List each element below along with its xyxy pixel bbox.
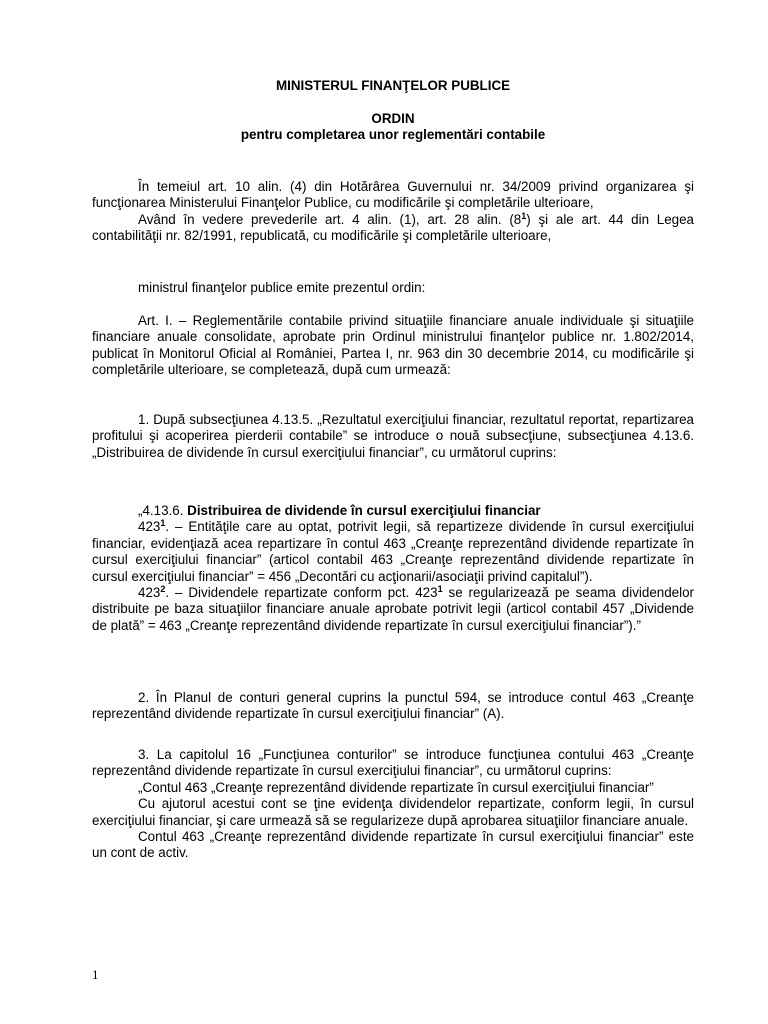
point-2-paragraph: 2. În Planul de conturi general cuprins la punctul 594, se introduce contul 463 „Creanţe reprezentând dividende repartizate în cursul exerciţiului financiar” (A). xyxy=(92,690,694,722)
point-3 xyxy=(92,747,694,862)
superscript: 1 xyxy=(160,518,166,529)
point-number: 423 xyxy=(138,585,161,601)
subsection-title: Distribuirea de dividende în cursul exerciţiului financiar xyxy=(187,503,541,518)
article-1 xyxy=(92,313,694,379)
document-type-heading: ORDIN xyxy=(371,111,415,126)
point-3-intro: 3. La capitolul 16 „Funcţiunea conturilor” se introduce funcţiunea contului 463 „Creanţe reprezentând dividende repartizate în cursul exerciţiului financiar”, cu următorul cuprins: xyxy=(92,747,694,779)
point-2 xyxy=(92,690,694,723)
preamble-paragraph-2-text-b: ) şi ale art. 44 din Legea contabilităţii nr. 82/1991, republicată, cu modificările şi completările ulterioare, xyxy=(92,211,694,244)
superscript: 1 xyxy=(521,210,527,221)
preamble-paragraph-2 xyxy=(92,212,694,245)
point-3-paragraph-b: Contul 463 „Creanţe reprezentând dividende repartizate în cursul exerciţiului financiar” este un cont de activ. xyxy=(92,829,694,861)
preamble-closing xyxy=(92,280,694,296)
ministry-heading: MINISTERUL FINANŢELOR PUBLICE xyxy=(275,78,511,93)
article-1-paragraph: Art. I. – Reglementările contabile privind situaţiile financiare anuale individuale şi situaţiile financiare anuale consolidate, aprobate prin Ordinul ministrului finanţelor publice nr. 1.802/2014, publicat în Monitorul Oficial al României, Partea I, nr. 963 din 30 decembrie 2014, cu modificările şi completările ulterioare, se completează, după cum urmează: xyxy=(92,313,694,378)
point-text-a: . – Dividendele repartizate conform pct. 423 xyxy=(165,585,438,601)
page-number: 1 xyxy=(92,967,99,982)
point-423-2 xyxy=(92,585,694,634)
point-number: 423 xyxy=(138,519,161,535)
point-3-paragraph-a: Cu ajutorul acestui cont se ţine evidenţa dividendelor repartizate, conform legii, în cursul exerciţiului financiar, şi care urmează să se regularizeze după aprobarea situaţiilor financiare anuale. xyxy=(92,796,694,828)
document-subtitle: pentru completarea unor reglementări contabile xyxy=(240,127,546,142)
subsection-number: „4.13.6. xyxy=(138,503,184,518)
subsection-heading xyxy=(92,503,694,519)
preamble xyxy=(92,179,694,245)
superscript: 2 xyxy=(160,584,166,595)
preamble-paragraph-1: În temeiul art. 10 alin. (4) din Hotărârea Guvernului nr. 34/2009 privind organizarea şi funcţionarea Ministerului Finanţelor Publice, cu modificările şi completările ulterioare, xyxy=(92,179,694,211)
point-423-1 xyxy=(92,519,694,585)
preamble-paragraph-2-text-a: Având în vedere prevederile art. 4 alin. (1), art. 28 alin. (8 xyxy=(138,211,522,227)
point-text-b: se regularizează pe seama dividendelor distribuite pe baza situaţiilor financiare anuale aprobate potrivit legii (articol contabil 457 „Dividende de plată” = 463 „Creanţe reprezentând dividende repartizate în cursul exerciţiului financiar”).” xyxy=(92,585,694,633)
point-1-paragraph: 1. După subsecţiunea 4.13.5. „Rezultatul exerciţiului financiar, rezultatul reportat, repartizarea profitului şi acoperirea pierderii contabile” se introduce o nouă subsecţiune, subsecţiunea 4.13.6. „Distribuirea de dividende în cursul exerciţiului financiar”, cu următorul cuprins: xyxy=(92,412,694,460)
preamble-paragraph-3: ministrul finanţelor publice emite prezentul ordin: xyxy=(138,280,426,295)
point-3-quote: „Contul 463 „Creanţe reprezentând dividende repartizate în cursul exerciţiului financiar” xyxy=(138,779,654,795)
point-text: . – Entităţile care au optat, potrivit legii, să repartizeze dividende în cursul exerciţiului financiar, evidenţiază acea repartizare în contul 463 „Creanţe reprezentând dividende repartizate în cursul exerciţiului financiar” (articol contabil 463 „Creanţe reprezentând dividende repartizate în cursul exerciţiului financiar” = 456 „Decontări cu acţionarii/asociaţii privind capitalul”). xyxy=(92,519,694,584)
point-1 xyxy=(92,412,694,461)
subsection-4-13-6 xyxy=(92,503,694,634)
superscript: 1 xyxy=(437,584,443,595)
